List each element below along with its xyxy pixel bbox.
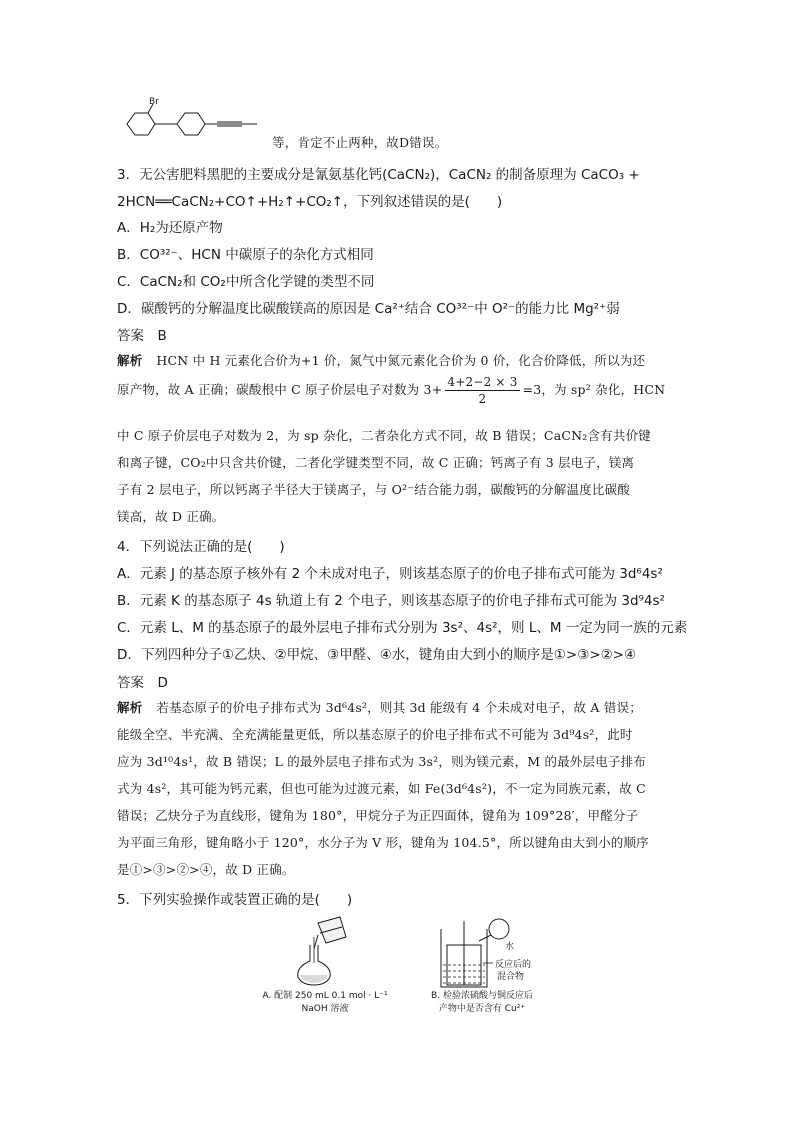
biphenyl-alkyne-structure (117, 96, 277, 146)
q5-stem: 5．下列实验操作或装置正确的是( ) (117, 892, 353, 908)
q3-explanation-label: 解析 (117, 353, 143, 368)
q4-explanation-line4: 式为 4s²，其可能为钙元素，但也可能为过渡元素，如 Fe(3d⁶4s²)，不一定为同族元素，故 C (117, 781, 646, 796)
q4-option-a: A．元素 J 的基态原子核外有 2 个未成对电子，则该基态原子的价电子排布式可能为 3d⁶4s² (117, 566, 663, 582)
q4-explanation-line7: 是①>③>②>④，故 D 正确。 (117, 862, 295, 877)
q3-answer: 答案 B (117, 328, 167, 344)
figure-a-caption-line2: NaOH 溶液 (301, 1004, 349, 1014)
wash-bottle-icon (489, 919, 509, 939)
molecule-tail-text: 等，肯定不止两种，故D错误。 (272, 135, 448, 150)
q4-explanation-line6: 为平面三角形，键角略小于 120°，水分子为 V 形，键角为 104.5°，所以键角由大到小的顺序 (117, 835, 649, 850)
q4-option-d: D．下列四种分子①乙炔、②甲烷、③甲醛、④水，键角由大到小的顺序是①>③>②>④ (117, 647, 637, 663)
figure-b-caption-line1: B. 检验浓硫酸与铜反应后 (431, 991, 533, 1001)
q3-explanation-line3: 中 C 原子价层电子对数为 2，为 sp 杂化，二者杂化方式不同，故 B 错误；CaCN₂含有共价键 (117, 428, 651, 443)
q3-option-b: B．CO³²⁻、HCN 中碳原子的杂化方式相同 (117, 247, 374, 263)
q3-explanation-line4: 和离子键，CO₂中只含共价键，二者化学键类型不同，故 C 正确；钙离子有 3 层电子，镁离 (117, 455, 635, 470)
figure-b-water-label: 水 (505, 942, 515, 952)
figure-b-mixture-label-line2: 混合物 (497, 972, 525, 982)
bromine-label: Br (149, 97, 159, 107)
figure-a-flask-apparatus (290, 915, 370, 987)
q4-answer: 答案 D (117, 675, 168, 691)
benzene-ring-left (127, 113, 155, 135)
q3-option-a: A．H₂为还原产物 (117, 220, 223, 236)
q4-option-c: C．元素 L、M 的基态原子的最外层电子排布式分别为 3s²、4s²，则 L、M 一定为同一族的元素 (117, 620, 688, 636)
q3-explanation-line6: 镁高，故 D 正确。 (117, 509, 225, 524)
electron-pair-fraction: $\frac{4+2-2 \times 3}{2}$ (447, 375, 518, 406)
q3-option-c: C．CaCN₂和 CO₂中所含化学键的类型不同 (117, 274, 375, 290)
q3-explanation-line1: 解析 HCN 中 H 元素化合价为+1 价，氮气中氮元素化合价为 0 价，化合价降低，所以为还 (117, 353, 646, 368)
q4-explanation-line1: 解析 若基态原子的价电子排布式为 3d⁶4s²，则其 3d 能级有 4 个未成对电子，故 A 错误； (117, 700, 642, 715)
q4-explanation-line3: 应为 3d¹⁰4s¹，故 B 错误；L 的最外层电子排布式为 3s²，则为镁元素，M 的最外层电子排布 (117, 754, 647, 769)
q3-option-d: D．碳酸钙的分解温度比碳酸镁高的原因是 Ca²⁺结合 CO³²⁻中 O²⁻的能力比 Mg²⁺弱 (117, 301, 620, 317)
q4-explanation-label: 解析 (117, 700, 143, 715)
q4-stem: 4．下列说法正确的是( ) (117, 539, 285, 555)
benzene-ring-right (177, 113, 205, 135)
q4-option-b: B．元素 K 的基态原子 4s 轨道上有 2 个电子，则该基态原子的价电子排布式可能为 3d⁹4s² (117, 593, 665, 609)
q3-stem-line2: 2HCN══CaCN₂+CO↑+H₂↑+CO₂↑，下列叙述错误的是( ) (117, 194, 503, 210)
q3-explanation-line2: 原产物，故 A 正确；碳酸根中 C 原子价层电子对数为 3+ $\frac{4+2-2 \times 3}{2}$ =3，为 sp² 杂化，HCN (117, 375, 666, 406)
q4-explanation-line2: 能级全空、半充满、全充满能量更低，所以基态原子的价电子排布式不可能为 3d⁹4s²，此时 (117, 727, 633, 742)
figure-b-mixture-label-line1: 反应后的 (495, 960, 532, 970)
figure-a-caption-line1: A. 配制 250 mL 0.1 mol · L⁻¹ (262, 991, 388, 1001)
figure-b-beaker-apparatus (435, 915, 550, 990)
figure-b-caption-line2: 产物中是否含有 Cu²⁺ (438, 1004, 526, 1014)
q4-explanation-line5: 错误；乙炔分子为直线形，键角为 180°，甲烷分子为正四面体，键角为 109°28′，甲醛分子 (117, 808, 639, 823)
q3-stem-line1: 3．无公害肥料黑肥的主要成分是氰氨基化钙(CaCN₂)，CaCN₂ 的制备原理为 CaCO₃ + (117, 167, 640, 183)
q3-explanation-line5: 子有 2 层电子，所以钙离子半径大于镁离子，与 O²⁻结合能力弱，碳酸钙的分解温度比碳酸 (117, 482, 631, 497)
